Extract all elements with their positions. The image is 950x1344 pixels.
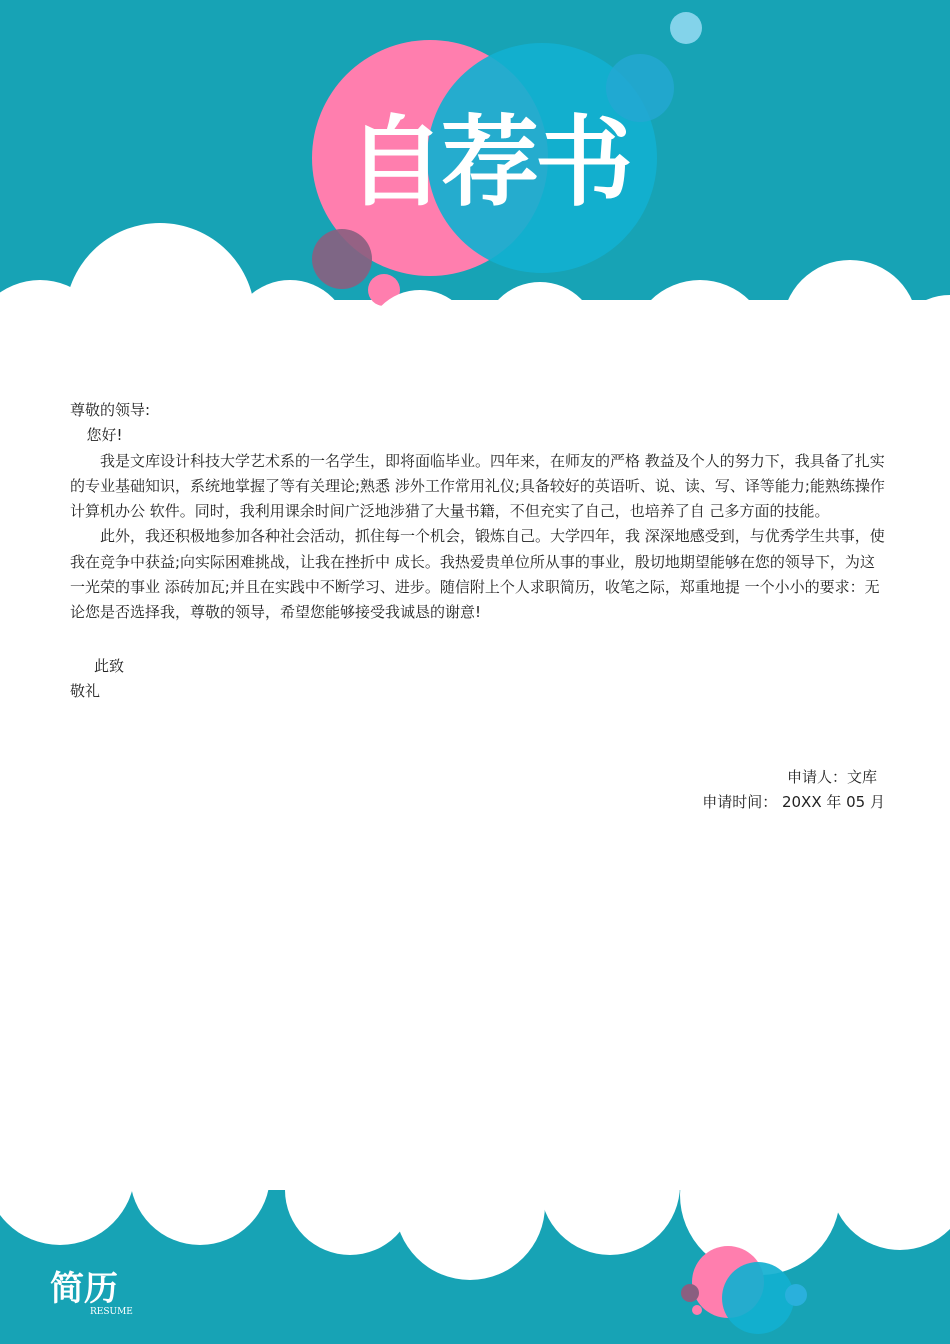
letter-closing-2: 敬礼 <box>70 681 101 700</box>
header-background <box>0 0 950 360</box>
letter-greeting: 您好! <box>86 426 123 445</box>
applicant-line: 申请人：文库 <box>786 768 877 786</box>
letter-salutation: 尊敬的领导: <box>70 401 151 419</box>
title-heading <box>347 105 630 220</box>
bubble-purple <box>312 229 372 289</box>
letter-paragraph-1: 我是文库设计科技大学艺术系的一名学生，即将面临毕业。四年来，在师友的严格 教益及个人的努力下，我具备了扎实的专业基础知识，系统地掌握了等有关理论;熟悉 涉外工作常用礼仪;具备较好的英语听、说、读、写、译等能力;能熟练操作计算机办公 软件。同时，我利用课余时间广泛地涉猎了大量书籍，不但充实了自己，也培养了自 己多方面的技能。 <box>70 451 885 521</box>
letter-body <box>70 398 885 704</box>
letter-closing-1: 此致 <box>94 656 125 675</box>
svg-text:RESUME: RESUME <box>90 1307 133 1317</box>
svg-text:自荐书: 自荐书 <box>346 105 630 220</box>
resume-logo <box>50 1262 150 1320</box>
signature-block <box>702 765 885 814</box>
bubble-blue-bottom <box>722 1262 794 1334</box>
bubble-small-top <box>670 12 702 44</box>
svg-text:简历: 简历 <box>50 1269 118 1309</box>
date-line: 申请时间： 20XX 年 05 月 <box>702 792 885 811</box>
letter-paragraph-2: 此外，我还积极地参加各种社会活动，抓住每一个机会，锻炼自己。大学四年，我 深深地感受到，与优秀学生共事，使我在竞争中获益;向实际困难挑战，让我在挫折中 成长。我热爱贵单位所从事的事业，殷切地期望能够在您的领导下，为这一光荣的事业 添砖加瓦;并且在实践中不断学习、进步。随信附上个人求职简历，收笔之际，郑重地提 一个小小的要求：无论您是否选择我，尊敬的领导，希望您能够接受我诚恳的谢意! <box>70 527 885 622</box>
